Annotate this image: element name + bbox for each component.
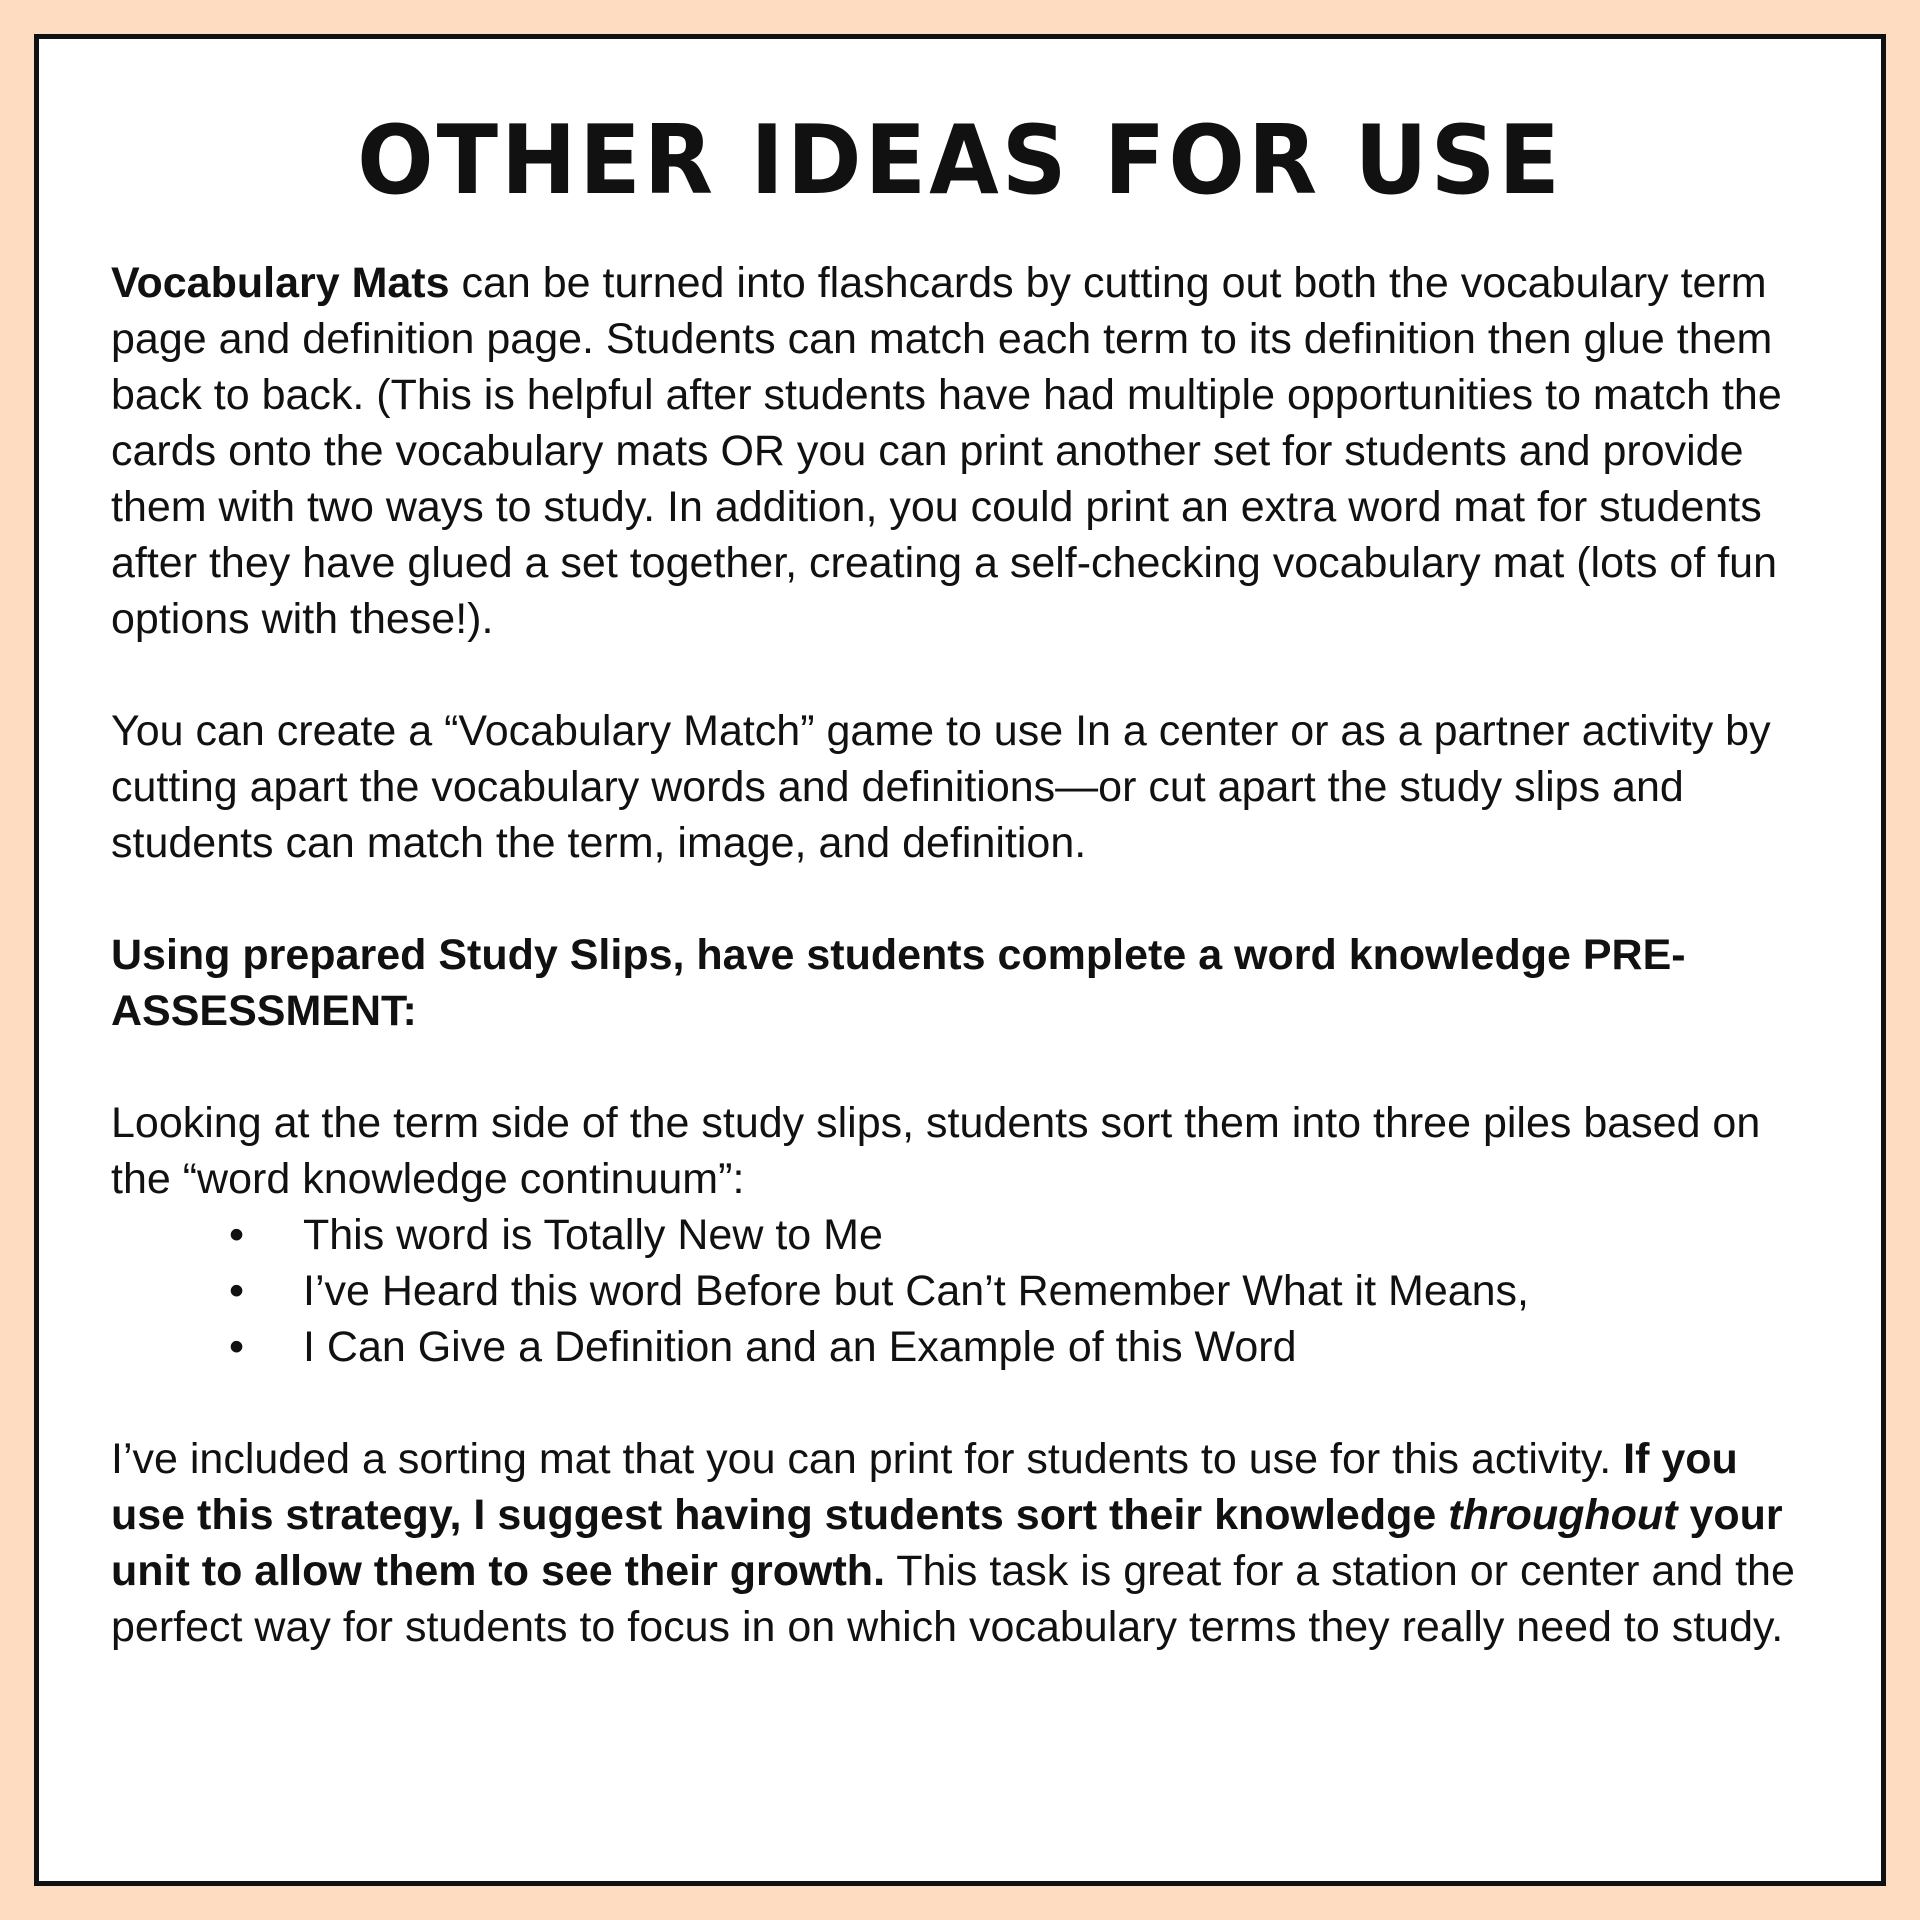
knowledge-pile-list [111,1207,1811,1375]
bullet-icon: • [229,1267,245,1315]
paragraph-pre-assessment-heading: Using prepared Study Slips, have students complete a word knowledge PRE-ASSESSMENT: [111,931,1686,1035]
page-title: OTHER IDEAS FOR USE [357,104,1563,217]
list-item-label: This word is Totally New to Me [303,1211,883,1259]
paragraph-word-knowledge: Looking at the term side of the study slips, students sort them into three piles based on the “word knowledge continuum”: [111,1099,1761,1203]
list-item-label: I Can Give a Definition and an Example of this Word [303,1323,1297,1371]
spacer [111,1375,1811,1431]
paragraph-vocabulary-mats [111,255,1811,647]
list-item-label: I’ve Heard this word Before but Can’t Remember What it Means, [303,1267,1530,1315]
list-item [111,1207,1811,1263]
sorting-mat-text-end: This task is great for a station or center and the perfect way for students to focus in on which vocabulary terms they really need to study. [111,1547,1795,1651]
paragraph-sorting-mat [111,1431,1811,1655]
page-card [34,34,1886,1886]
throughout-emphasis: throughout [1448,1491,1678,1539]
spacer [111,1039,1811,1095]
sorting-mat-text-start: I’ve included a sorting mat that you can print for students to use for this activity. [111,1435,1624,1483]
paragraph-vocabulary-match: You can create a “Vocabulary Match” game to use In a center or as a partner activity by cutting apart the vocabulary words and definitions—or cut apart the study slips and students can match the term, image, and definition. [111,707,1771,867]
strategy-bold-text-end: your unit to allow them to see their growth. [111,1491,1783,1595]
spacer [111,871,1811,927]
list-item [111,1319,1811,1375]
bullet-icon: • [229,1211,245,1259]
list-item [111,1263,1811,1319]
vocabulary-mats-label: Vocabulary Mats [111,259,450,307]
vocabulary-mats-text: can be turned into flashcards by cutting out both the vocabulary term page and definition page. Students can match each term to its definition then glue them back to back. (This is helpful after students have had multiple opportunities to match the cards onto the vocabulary mats OR you can print another set for students and provide them with two ways to study. In addition, you could print an extra word mat for students after they have glued a set together, creating a self-checking vocabulary mat (lots of fun options with these!). [111,259,1782,643]
content-body [111,255,1811,1655]
spacer [111,647,1811,703]
bullet-icon: • [229,1323,245,1371]
strategy-bold-text: If you use this strategy, I suggest having students sort their knowledge [111,1435,1738,1539]
